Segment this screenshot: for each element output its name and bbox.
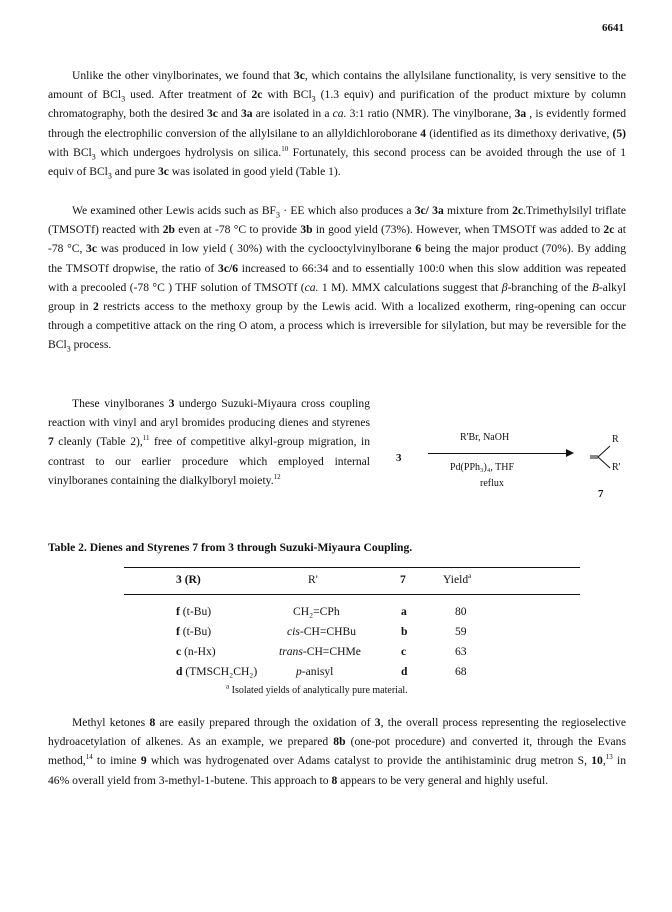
italic-text: B xyxy=(591,280,599,294)
bond-line xyxy=(598,446,610,457)
text: Unlike the other vinylborinates, we found that xyxy=(72,69,294,82)
text: (1.3 equiv) and purification of the product mixture by column chromatography, both the desired xyxy=(48,88,626,121)
compound-letter: d xyxy=(176,665,183,678)
compound-ref: 3a xyxy=(514,107,527,121)
table-header-7: 7 xyxy=(400,573,406,586)
paragraph-4 xyxy=(48,713,626,790)
footnote-marker: a xyxy=(468,572,472,581)
text: These vinylboranes xyxy=(72,397,169,410)
table-mid-rule xyxy=(124,594,580,595)
italic-text: ca. xyxy=(332,107,347,121)
substituent-r: R xyxy=(612,434,619,445)
subscript: 3 xyxy=(311,94,316,104)
text: process. xyxy=(70,338,112,352)
text: 1 M). MMX calculations suggest that xyxy=(318,280,502,294)
subscript: 3 xyxy=(91,152,96,162)
text: was produced in low yield ( 30%) with the cyclooctylvinylborane xyxy=(96,242,416,256)
compound-ref: 3c/6 xyxy=(218,261,238,275)
scheme-condition: reflux xyxy=(480,478,504,489)
caption-label: Table 2. xyxy=(48,541,87,554)
compound-ref: 3c xyxy=(293,69,305,82)
compound-ref: (5) xyxy=(612,126,626,140)
cell-rprime xyxy=(287,625,356,638)
text: cleanly (Table 2), xyxy=(53,435,143,449)
footnote-marker: a xyxy=(226,682,230,691)
compound-letter: f xyxy=(176,625,180,638)
text: being the major product (70%). By adding the TMSOTf dropwise, the ratio of xyxy=(48,242,626,275)
cell-7: a xyxy=(401,605,407,618)
cell-3r xyxy=(176,665,257,678)
text: restricts access to the methoxy group by the Lewis acid. With a localized exotherm, ring-opening can occur through a competitive attack on the ring O atom, a process which is irreversible for silylation, but may be reversible for the BCl xyxy=(48,300,626,352)
cell-rprime xyxy=(293,605,340,618)
text: in 46% overall yield from 3-methyl-1-butene. This approach to xyxy=(48,754,626,787)
cell-7: c xyxy=(401,645,407,658)
text: undergo Suzuki-Miyaura cross coupling reaction with vinyl and aryl bromides producing dienes and styrenes xyxy=(48,397,370,430)
cell-yield: 59 xyxy=(455,625,467,638)
rprime-text: -CH=CHBu xyxy=(299,625,357,638)
cell-3r xyxy=(176,605,211,618)
reaction-scheme xyxy=(390,430,630,520)
paragraph-1 xyxy=(48,66,626,181)
compound-ref: 3c xyxy=(86,242,97,256)
compound-ref: 3c xyxy=(157,165,169,179)
compound-ref: 8 xyxy=(149,716,156,729)
compound-ref: 3b xyxy=(300,223,313,237)
text: , is evidently formed through the electrophilic conversion of the allylsilane to an allyldichloroborane xyxy=(48,107,626,140)
scheme-reagent-top: R'Br, NaOH xyxy=(460,432,510,443)
text: used. After treatment of xyxy=(125,88,252,102)
table-header-yield xyxy=(443,573,471,586)
text: , the overall process representing the regioselective hydroacetylation of alkenes. As an example, we prepared xyxy=(48,716,626,749)
text: , which contains the allylsilane functionality, is very sensitive to the amount of BCl xyxy=(48,69,626,102)
text: Methyl ketones xyxy=(72,716,150,729)
r-group: (t-Bu) xyxy=(182,605,212,618)
compound-ref: 3c xyxy=(206,107,218,121)
caption-text: Dienes and Styrenes 7 from 3 through Suzuki-Miyaura Coupling. xyxy=(86,541,413,554)
reaction-arrow xyxy=(428,453,568,454)
text: Fortunately, this second process can be avoided through the use of 1 equiv of BCl xyxy=(48,145,627,179)
position-prefix: p xyxy=(296,665,302,678)
compound-ref: 2c xyxy=(512,204,524,217)
bond-line xyxy=(598,457,610,468)
r-group: (n-Hx) xyxy=(184,645,216,658)
text: (identified as its dimethoxy derivative, xyxy=(426,126,613,140)
compound-ref: 6 xyxy=(415,242,422,256)
text: 3:1 ratio (NMR). The vinylborane, xyxy=(346,107,515,121)
cell-7: b xyxy=(401,625,408,638)
text: with BCl xyxy=(262,88,312,102)
stereo-prefix: trans xyxy=(279,645,303,658)
cell-yield: 80 xyxy=(455,605,467,618)
compound-ref: 2c xyxy=(251,88,263,102)
stereo-prefix: cis xyxy=(287,625,300,638)
text: .Trimethylsilyl triflate (TMSOTf) reacted with xyxy=(48,204,626,237)
compound-ref: 3 xyxy=(374,716,381,729)
cell-yield: 63 xyxy=(455,645,467,658)
text: appears to be very general and highly useful. xyxy=(337,773,549,787)
text: · EE which also produces a xyxy=(280,204,415,217)
scheme-reactant: 3 xyxy=(396,452,402,464)
text: was isolated in good yield (Table 1). xyxy=(168,165,341,179)
reference-marker: 12 xyxy=(273,472,281,481)
paragraph-2 xyxy=(48,201,626,355)
rprime-text: -anisyl xyxy=(301,665,334,678)
cell-3r xyxy=(176,645,216,658)
text: even at -78 °C to provide xyxy=(174,223,301,237)
text: at -78 °C, xyxy=(48,223,627,256)
text: -branching of the xyxy=(507,280,592,294)
cell-3r xyxy=(176,625,211,638)
text: We examined other Lewis acids such as BF xyxy=(72,204,276,217)
text: with BCl xyxy=(48,145,92,159)
rprime-text: CH₂=CPh xyxy=(293,605,340,618)
text: (one-pot procedure) and converted it, through the Evans method, xyxy=(48,735,626,768)
table-caption xyxy=(48,541,412,554)
cell-rprime xyxy=(296,665,333,678)
compound-ref: 3c/ 3a xyxy=(414,204,444,217)
scheme-product: 7 xyxy=(598,488,604,500)
compound-ref: 8b xyxy=(333,735,346,749)
compound-ref: 2b xyxy=(162,223,175,237)
scheme-reagent-bottom: Pd(PPh₃)₄, THF xyxy=(450,462,515,473)
reference-marker: 10 xyxy=(281,144,289,153)
subscript: 3 xyxy=(121,94,126,104)
text: and xyxy=(217,107,241,121)
text: mixture from xyxy=(443,204,513,217)
paragraph-3 xyxy=(48,394,370,490)
table-header-3r: 3 (R) xyxy=(176,573,201,586)
compound-ref: 4 xyxy=(420,126,427,140)
reference-marker: 13 xyxy=(605,753,613,762)
r-group: (t-Bu) xyxy=(182,625,212,638)
text: increased to 66:34 and to essentially 100:0 when this slow addition was repeated with a precooled (-78 °C ) THF solution of TMSOTf ( xyxy=(48,261,626,294)
compound-ref: 8 xyxy=(331,773,338,787)
substituent-r-prime: R' xyxy=(612,462,621,473)
subscript: 3 xyxy=(276,210,280,220)
cell-rprime xyxy=(279,645,361,658)
text: free of competitive alkyl-group migration, in contrast to our earlier procedure which employed internal vinylboranes containing the dialkylboryl moiety. xyxy=(48,435,370,487)
text: , xyxy=(602,754,606,768)
compound-ref: 3a xyxy=(240,107,253,121)
cell-7: d xyxy=(401,665,408,678)
r-group: (TMSCH₂CH₂) xyxy=(185,665,258,678)
rprime-text: -CH=CHMe xyxy=(302,645,361,658)
table-header-rprime: R' xyxy=(308,573,318,586)
text: are isolated in a xyxy=(252,107,333,121)
compound-ref: 7 xyxy=(48,435,54,449)
table-top-rule xyxy=(124,567,580,568)
page-number: 6641 xyxy=(602,22,624,34)
italic-text: ca. xyxy=(304,280,319,294)
compound-ref: 3 xyxy=(168,397,175,410)
text: to imine xyxy=(92,754,141,768)
footnote-text: Isolated yields of analytically pure material. xyxy=(229,685,408,696)
reference-marker: 14 xyxy=(85,753,93,762)
text: -alkyl group in xyxy=(48,280,626,314)
text: are easily prepared through the oxidation of xyxy=(155,716,375,729)
text: which was hydrogenated over Adams catalyst to provide the antihistaminic drug metron S, xyxy=(146,754,592,768)
compound-ref: 10 xyxy=(591,754,603,768)
italic-text: β xyxy=(501,280,508,294)
compound-letter: f xyxy=(176,605,180,618)
text: in good yield (73%). However, when TMSOTf was added to xyxy=(312,223,604,237)
text: and pure xyxy=(111,165,158,179)
compound-ref: 2 xyxy=(93,300,99,314)
reaction-arrowhead xyxy=(566,449,574,457)
compound-letter: c xyxy=(176,645,182,658)
reference-marker: 11 xyxy=(142,434,150,443)
subscript: 3 xyxy=(66,344,71,354)
cell-yield: 68 xyxy=(455,665,467,678)
table-footnote xyxy=(226,682,408,696)
compound-ref: 9 xyxy=(140,754,147,768)
compound-ref: 2c xyxy=(603,223,615,237)
header-text: Yield xyxy=(443,573,469,586)
subscript: 3 xyxy=(107,171,112,181)
text: which undergoes hydrolysis on silica. xyxy=(95,145,282,159)
